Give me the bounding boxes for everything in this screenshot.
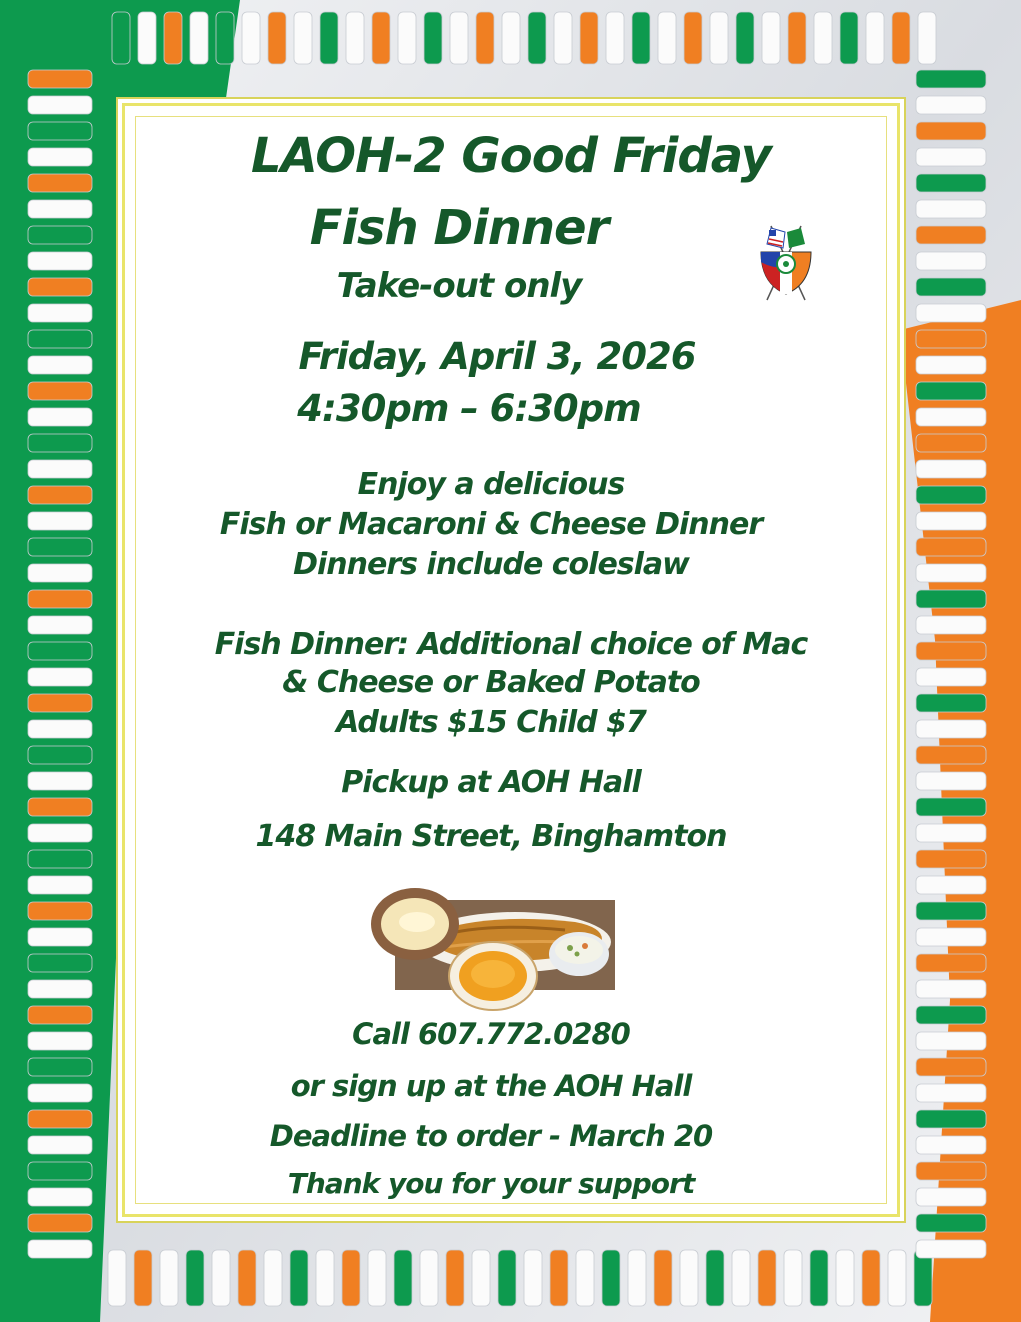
fish-dinner-line-2: & Cheese or Baked Potato bbox=[282, 665, 700, 700]
thank-you: Thank you for your support bbox=[287, 1167, 695, 1200]
subtitle: Take-out only bbox=[336, 266, 582, 306]
intro-line-2: Fish or Macaroni & Cheese Dinner bbox=[219, 507, 763, 542]
pickup-address: 148 Main Street, Binghamton bbox=[255, 819, 727, 854]
pickup-location: Pickup at AOH Hall bbox=[341, 765, 641, 800]
flyer-panel bbox=[122, 103, 900, 1217]
call-number: Call 607.772.0280 bbox=[352, 1017, 630, 1051]
intro-line-1: Enjoy a delicious bbox=[357, 467, 625, 502]
intro-line-3: Dinners include coleslaw bbox=[293, 547, 689, 582]
hibernian-crest-icon bbox=[753, 222, 819, 302]
event-time: 4:30pm – 6:30pm bbox=[297, 387, 641, 430]
signup-note: or sign up at the AOH Hall bbox=[290, 1069, 692, 1103]
prices: Adults $15 Child $7 bbox=[336, 705, 646, 740]
order-deadline: Deadline to order - March 20 bbox=[269, 1119, 713, 1153]
event-date: Friday, April 3, 2026 bbox=[298, 335, 696, 378]
title-line-1: LAOH-2 Good Friday bbox=[251, 128, 771, 184]
fish-dinner-food-image bbox=[365, 882, 635, 1012]
fish-dinner-line-1: Fish Dinner: Additional choice of Mac bbox=[214, 627, 808, 662]
title-line-2: Fish Dinner bbox=[309, 200, 609, 256]
